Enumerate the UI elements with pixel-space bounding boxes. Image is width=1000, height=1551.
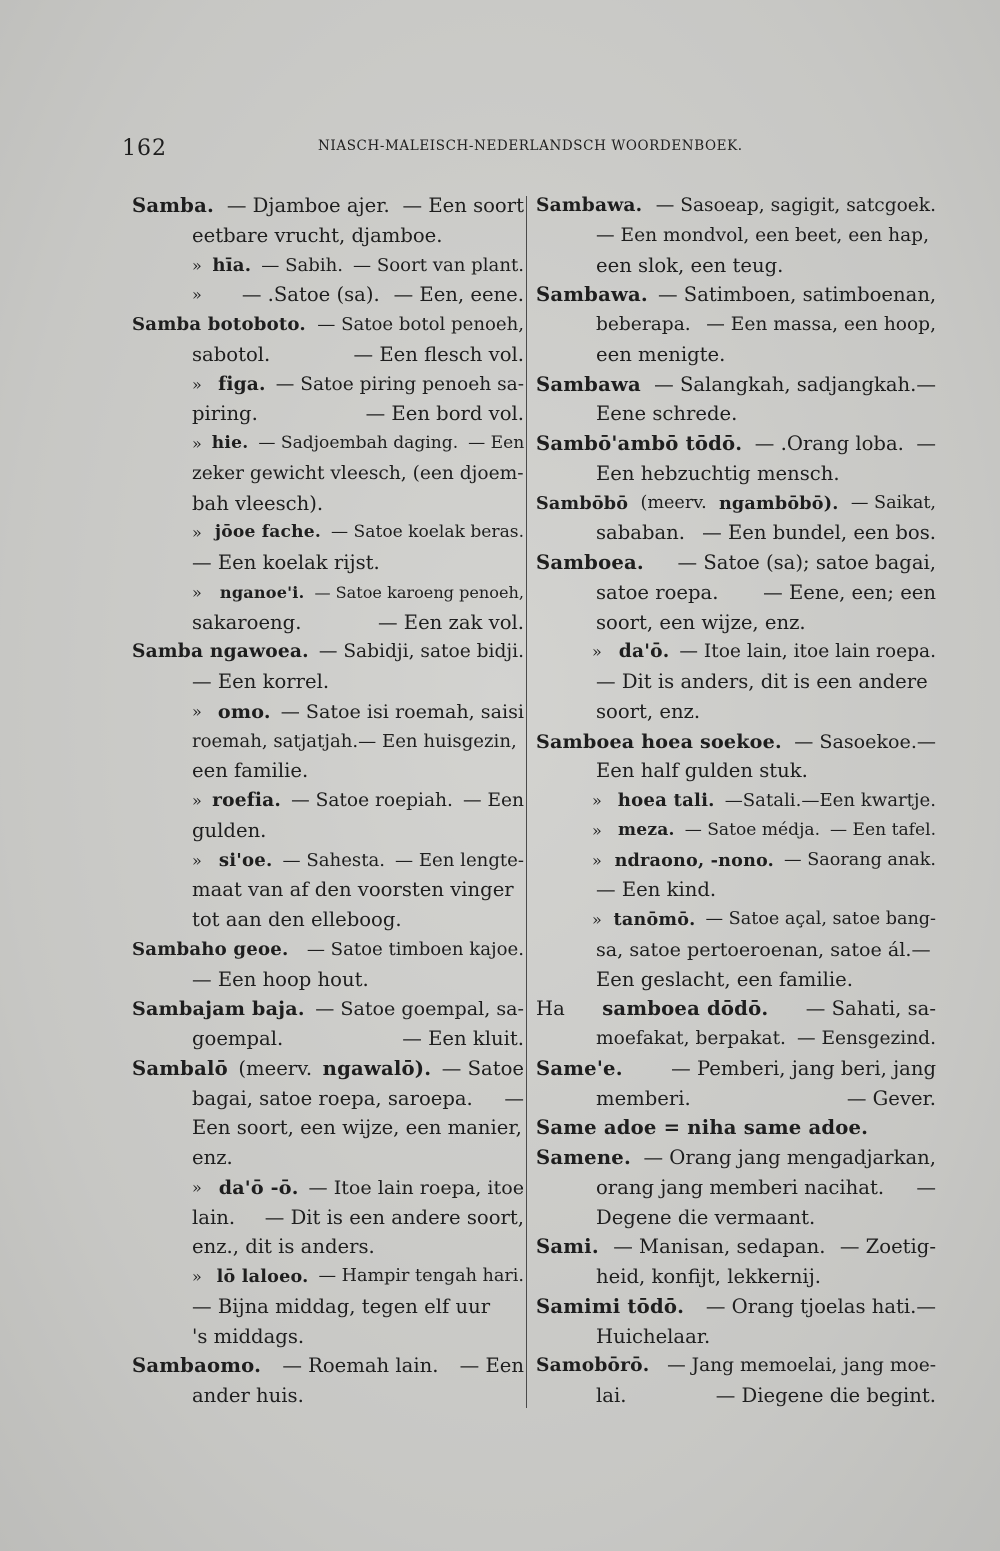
definition-text: — Gever.	[846, 1086, 936, 1110]
headword: si'oe.	[218, 849, 273, 871]
headword: Samba ngawoea.	[132, 641, 309, 663]
dictionary-line	[536, 965, 936, 995]
dictionary-line	[132, 727, 524, 757]
definition-text: Een half gulden stuk.	[596, 759, 808, 783]
dictionary-line	[132, 697, 524, 727]
dictionary-line	[132, 1024, 524, 1054]
subentry-marker: »	[192, 434, 202, 453]
dictionary-line	[536, 489, 936, 519]
headword: Sambawa.	[536, 283, 648, 307]
dictionary-line	[536, 459, 936, 489]
dictionary-line	[536, 1351, 936, 1381]
definition-text: — Een zak vol.	[377, 610, 524, 634]
definition-text: —	[916, 1175, 936, 1199]
definition-text: — Saorang anak.	[784, 849, 936, 870]
dictionary-line	[132, 1292, 524, 1322]
headword: tanōmō.	[613, 909, 696, 930]
definition-text: een slok, een teug.	[596, 253, 784, 277]
dictionary-line	[132, 1322, 524, 1352]
definition-text: — Satoe médja.	[684, 819, 821, 840]
definition-text: memberi.	[596, 1086, 691, 1110]
headword: Sambalō	[132, 1056, 228, 1080]
dictionary-line	[536, 875, 936, 905]
headword: ngambōbō).	[718, 492, 839, 514]
definition-text: — Manisan, sedapan.	[613, 1235, 826, 1259]
subentry-marker: »	[592, 820, 602, 840]
dictionary-line	[536, 280, 936, 310]
definition-text: — Sahesta.	[282, 849, 385, 871]
definition-text: — Een lengte-	[395, 849, 524, 871]
dictionary-line	[536, 548, 936, 578]
definition-text: Huichelaar.	[596, 1324, 711, 1348]
right-column	[536, 191, 936, 1411]
dictionary-line	[132, 578, 524, 608]
definition-text: — Jang memoelai, jang moe-	[667, 1355, 936, 1377]
definition-text: — Een	[459, 1354, 524, 1378]
dictionary-line	[132, 1351, 524, 1381]
dictionary-line	[132, 251, 524, 281]
dictionary-line	[132, 1381, 524, 1411]
headword: Sambō'ambō tōdō.	[536, 432, 743, 455]
definition-text: — Sasoekoe.—	[794, 729, 936, 753]
definition-text: — Sadjoembah daging.	[258, 433, 459, 453]
headword: ngawalō).	[322, 1056, 432, 1080]
definition-text: lai.	[596, 1384, 627, 1407]
headword: hie.	[211, 433, 249, 453]
headword: Sambaho geoe.	[132, 938, 289, 960]
dictionary-line	[132, 1203, 524, 1233]
definition-text: — Djamboe ajer.	[226, 194, 390, 217]
definition-text: (meerv.	[238, 1056, 313, 1080]
subentry-marker: »	[592, 642, 602, 662]
left-column	[132, 191, 524, 1411]
headword: Same'e.	[536, 1056, 623, 1080]
dictionary-line	[536, 756, 936, 786]
definition-text: — Een mondvol, een beet, een hap,	[596, 224, 929, 246]
dictionary-line	[536, 1024, 936, 1054]
definition-text: zeker gewicht vleesch, (een djoem-	[192, 462, 524, 484]
subentry-marker: »	[192, 255, 202, 275]
definition-text: — .Orang loba.	[754, 432, 904, 455]
dictionary-line	[132, 965, 524, 995]
subentry-marker: »	[192, 1267, 202, 1286]
definition-text: moefakat, berpakat.	[596, 1028, 786, 1049]
dictionary-line	[536, 1054, 936, 1084]
dictionary-line	[536, 340, 936, 370]
headword: da'ō -ō.	[218, 1175, 299, 1199]
definition-text: Een soort, een wijze, een manier,	[192, 1116, 522, 1140]
dictionary-line	[132, 280, 524, 310]
definition-text: Degene die vermaant.	[596, 1205, 816, 1229]
definition-text: — Een korrel.	[192, 670, 330, 693]
headword: Sami.	[536, 1235, 599, 1259]
definition-text: een menigte.	[596, 342, 726, 366]
dictionary-line	[536, 727, 936, 757]
dictionary-line	[132, 756, 524, 786]
headword: Samene.	[536, 1146, 631, 1169]
dictionary-line	[132, 370, 524, 400]
dictionary-line	[132, 816, 524, 846]
dictionary-line	[132, 1054, 524, 1084]
dictionary-line	[536, 191, 936, 221]
definition-text: satoe roepa.	[596, 580, 719, 604]
definition-text: — Satoe	[441, 1056, 524, 1080]
definition-text: — Satimboen, satimboenan,	[657, 283, 937, 307]
subentry-marker: »	[192, 1177, 202, 1197]
definition-text: soort, enz.	[596, 699, 701, 723]
headword: Samba.	[132, 194, 214, 217]
definition-text: — Een kluit.	[402, 1027, 524, 1050]
definition-text: Een hebzuchtig mensch.	[596, 461, 840, 485]
definition-text: — Orang jang mengadjarkan,	[643, 1146, 936, 1169]
definition-text: — Soort van plant.	[353, 254, 524, 276]
definition-text: goempal.	[192, 1027, 284, 1050]
dictionary-line	[132, 608, 524, 638]
definition-text: — Een koelak rijst.	[192, 551, 380, 574]
subentry-marker: »	[592, 850, 602, 870]
headword: lō laloeo.	[216, 1266, 309, 1287]
definition-text: orang jang memberi nacihat.	[596, 1175, 885, 1199]
definition-text: — Een hoop hout.	[192, 967, 369, 991]
headword: samboea dōdō.	[602, 997, 769, 1021]
definition-text: beberapa.	[596, 314, 691, 335]
headword: Samimi tōdō.	[536, 1294, 685, 1318]
definition-text: — Dit is een andere soort,	[264, 1205, 524, 1229]
definition-text: — Saikat,	[850, 492, 936, 513]
dictionary-line	[132, 548, 524, 578]
definition-text: — Satoe piring penoeh sa-	[275, 373, 524, 395]
definition-text: bah vleesch).	[192, 491, 324, 515]
definition-text: ander huis.	[192, 1384, 304, 1407]
dictionary-line	[132, 310, 524, 340]
definition-text: — Satoe koelak beras.	[331, 522, 524, 543]
definition-text: — Satoe botol penoeh,	[317, 314, 524, 335]
headword: nganoe'i.	[219, 582, 305, 602]
definition-text: — Satoe isi roemah, saisi	[280, 699, 524, 723]
definition-text: soort, een wijze, enz.	[596, 610, 806, 634]
definition-text: — Een soort	[402, 194, 524, 217]
headword: meza.	[617, 819, 675, 840]
dictionary-line	[536, 399, 936, 429]
definition-text: — Zoetig-	[839, 1235, 936, 1259]
definition-text: (meerv.	[640, 492, 707, 513]
definition-text: maat van af den voorsten vinger	[192, 878, 514, 902]
definition-text: — Roemah lain.	[282, 1354, 439, 1378]
dictionary-line	[536, 697, 936, 727]
headword: Samboea.	[536, 551, 644, 574]
dictionary-line	[536, 667, 936, 697]
dictionary-line	[536, 1262, 936, 1292]
definition-text: — Een	[468, 433, 525, 453]
definition-text: — Salangkah, sadjangkah.—	[654, 372, 936, 396]
definition-text: — Een bord vol.	[365, 402, 524, 426]
definition-text: eetbare vrucht, djamboe.	[192, 223, 443, 247]
definition-text: sakaroeng.	[192, 610, 302, 634]
definition-text: enz.	[192, 1146, 233, 1169]
definition-text: — Diegene die begint.	[715, 1384, 936, 1407]
definition-text: — Orang tjoelas hati.—	[705, 1294, 936, 1318]
page-number: 162	[122, 136, 167, 161]
dictionary-line	[132, 637, 524, 667]
dictionary-line	[132, 667, 524, 697]
dictionary-line	[132, 518, 524, 548]
dictionary-line	[536, 786, 936, 816]
subentry-marker: »	[192, 582, 202, 602]
headword: Samboea hoea soekoe.	[536, 729, 782, 753]
dictionary-line	[536, 370, 936, 400]
headword: Sambawa	[536, 372, 641, 396]
headword: Sambōbō	[536, 492, 629, 514]
dictionary-line	[536, 1322, 936, 1352]
dictionary-line	[132, 905, 524, 935]
subentry-marker: »	[192, 374, 202, 394]
definition-text: tot aan den elleboog.	[192, 908, 402, 931]
definition-text: —	[916, 432, 936, 455]
subentry-marker: »	[192, 850, 202, 870]
dictionary-line	[536, 518, 936, 548]
definition-text: — Satoe timboen kajoe.	[306, 938, 524, 960]
definition-text: — Een massa, een hoop,	[706, 314, 936, 335]
headword: roefia.	[212, 790, 282, 811]
dictionary-line	[132, 489, 524, 519]
headword: Samba botoboto.	[132, 314, 306, 335]
headword: jōoe fache.	[214, 522, 322, 543]
definition-text: — Satoe karoeng penoeh,	[314, 582, 524, 602]
definition-text: — Sasoeap, sagigit, satcgoek.	[655, 195, 936, 216]
headword: figa.	[218, 373, 266, 395]
dictionary-line	[132, 340, 524, 370]
definition-text: — Een	[462, 790, 524, 811]
dictionary-line	[132, 1084, 524, 1114]
dictionary-line	[536, 608, 936, 638]
headword: Sambajam baja.	[132, 997, 305, 1021]
dictionary-line	[536, 1232, 936, 1262]
headword: da'ō.	[618, 641, 670, 663]
definition-text: Eene schrede.	[596, 402, 738, 426]
dictionary-line	[132, 1143, 524, 1173]
definition-text: roemah, satjatjah.— Een huisgezin,	[192, 730, 517, 752]
definition-text: —Satali.—Een kwartje.	[724, 790, 936, 811]
dictionary-line	[536, 429, 936, 459]
column-divider	[526, 196, 527, 1408]
definition-text: — Sabih.	[261, 254, 344, 276]
definition-text: — Satoe roepiah.	[291, 790, 453, 811]
dictionary-line	[536, 251, 936, 281]
definition-text: Een geslacht, een familie.	[596, 967, 853, 991]
headword: omo.	[217, 699, 271, 723]
definition-text: bagai, satoe roepa, saroepa.	[192, 1086, 473, 1110]
headword: Sambaomo.	[132, 1354, 262, 1378]
definition-text: Ha	[536, 997, 565, 1021]
definition-text: — Een bundel, een bos.	[702, 521, 936, 545]
dictionary-line	[536, 1143, 936, 1173]
dictionary-line	[536, 905, 936, 935]
dictionary-line	[536, 994, 936, 1024]
dictionary-line	[132, 846, 524, 876]
headword: ndraono, -nono.	[614, 849, 775, 871]
definition-text: gulden.	[192, 818, 267, 842]
definition-text: — Sahati, sa-	[805, 997, 936, 1021]
dictionary-line	[536, 578, 936, 608]
definition-text: — Eene, een; een	[763, 580, 936, 604]
headword: Samobōrō.	[536, 1355, 650, 1377]
dictionary-line	[132, 1173, 524, 1203]
dictionary-line	[536, 1381, 936, 1411]
definition-text: — Een flesch vol.	[353, 342, 524, 366]
definition-text: — Een tafel.	[830, 819, 936, 840]
definition-text: 's middags.	[192, 1324, 305, 1348]
dictionary-line	[536, 1084, 936, 1114]
definition-text: piring.	[192, 402, 258, 426]
dictionary-line	[536, 1292, 936, 1322]
dictionary-line	[536, 935, 936, 965]
subentry-marker: »	[592, 910, 602, 929]
dictionary-line	[536, 310, 936, 340]
dictionary-line	[536, 221, 936, 251]
subentry-marker: »	[192, 285, 202, 305]
dictionary-line	[132, 191, 524, 221]
definition-text: — .Satoe (sa).	[241, 283, 380, 307]
definition-text: sababan.	[596, 521, 686, 545]
definition-text: — Bijna middag, tegen elf uur	[192, 1294, 491, 1318]
dictionary-line	[536, 1173, 936, 1203]
definition-text: — Hampir tengah hari.	[318, 1266, 524, 1286]
dictionary-line	[132, 994, 524, 1024]
subentry-marker: »	[192, 791, 202, 810]
subentry-marker: »	[592, 791, 602, 810]
dictionary-line	[536, 816, 936, 846]
headword: Same adoe = niha same adoe.	[536, 1116, 869, 1140]
definition-text: — Dit is anders, dit is een andere	[596, 670, 928, 693]
definition-text: — Satoe açal, satoe bang-	[705, 909, 936, 929]
definition-text: — Pemberi, jang beri, jang	[671, 1056, 936, 1080]
dictionary-line	[536, 637, 936, 667]
definition-text: — Sabidji, satoe bidji.	[318, 641, 525, 663]
definition-text: lain.	[192, 1205, 236, 1229]
definition-text: — Een kind.	[596, 878, 717, 902]
definition-text: heid, konfijt, lekkernij.	[596, 1265, 822, 1288]
dictionary-line	[536, 846, 936, 876]
definition-text: — Satoe (sa); satoe bagai,	[677, 551, 936, 574]
definition-text: — Eensgezind.	[796, 1028, 936, 1049]
dictionary-line	[132, 221, 524, 251]
subentry-marker: »	[192, 701, 202, 721]
dictionary-line	[536, 1113, 936, 1143]
definition-text: enz., dit is anders.	[192, 1235, 375, 1259]
subentry-marker: »	[192, 523, 202, 543]
dictionary-line	[536, 1203, 936, 1233]
dictionary-line	[132, 875, 524, 905]
definition-text: — Itoe lain, itoe lain roepa.	[679, 641, 936, 663]
headword: hīa.	[212, 254, 252, 276]
dictionary-line	[132, 399, 524, 429]
running-title: NIASCH-MALEISCH-NEDERLANDSCH WOORDENBOEK.	[318, 138, 743, 154]
definition-text: sa, satoe pertoeroenan, satoe ál.—	[596, 937, 931, 961]
dictionary-line	[132, 786, 524, 816]
dictionary-line	[132, 1262, 524, 1292]
dictionary-line	[132, 935, 524, 965]
definition-text: sabotol.	[192, 342, 271, 366]
definition-text: — Satoe goempal, sa-	[315, 997, 524, 1021]
definition-text: — Itoe lain roepa, itoe	[308, 1175, 524, 1199]
headword: Sambawa.	[536, 195, 643, 216]
dictionary-line	[132, 459, 524, 489]
dictionary-line	[132, 1113, 524, 1143]
definition-text: — Een, eene.	[393, 283, 524, 307]
definition-text: —	[504, 1086, 524, 1110]
headword: hoea tali.	[617, 790, 715, 811]
dictionary-line	[132, 429, 524, 459]
definition-text: een familie.	[192, 759, 309, 783]
dictionary-line	[132, 1232, 524, 1262]
